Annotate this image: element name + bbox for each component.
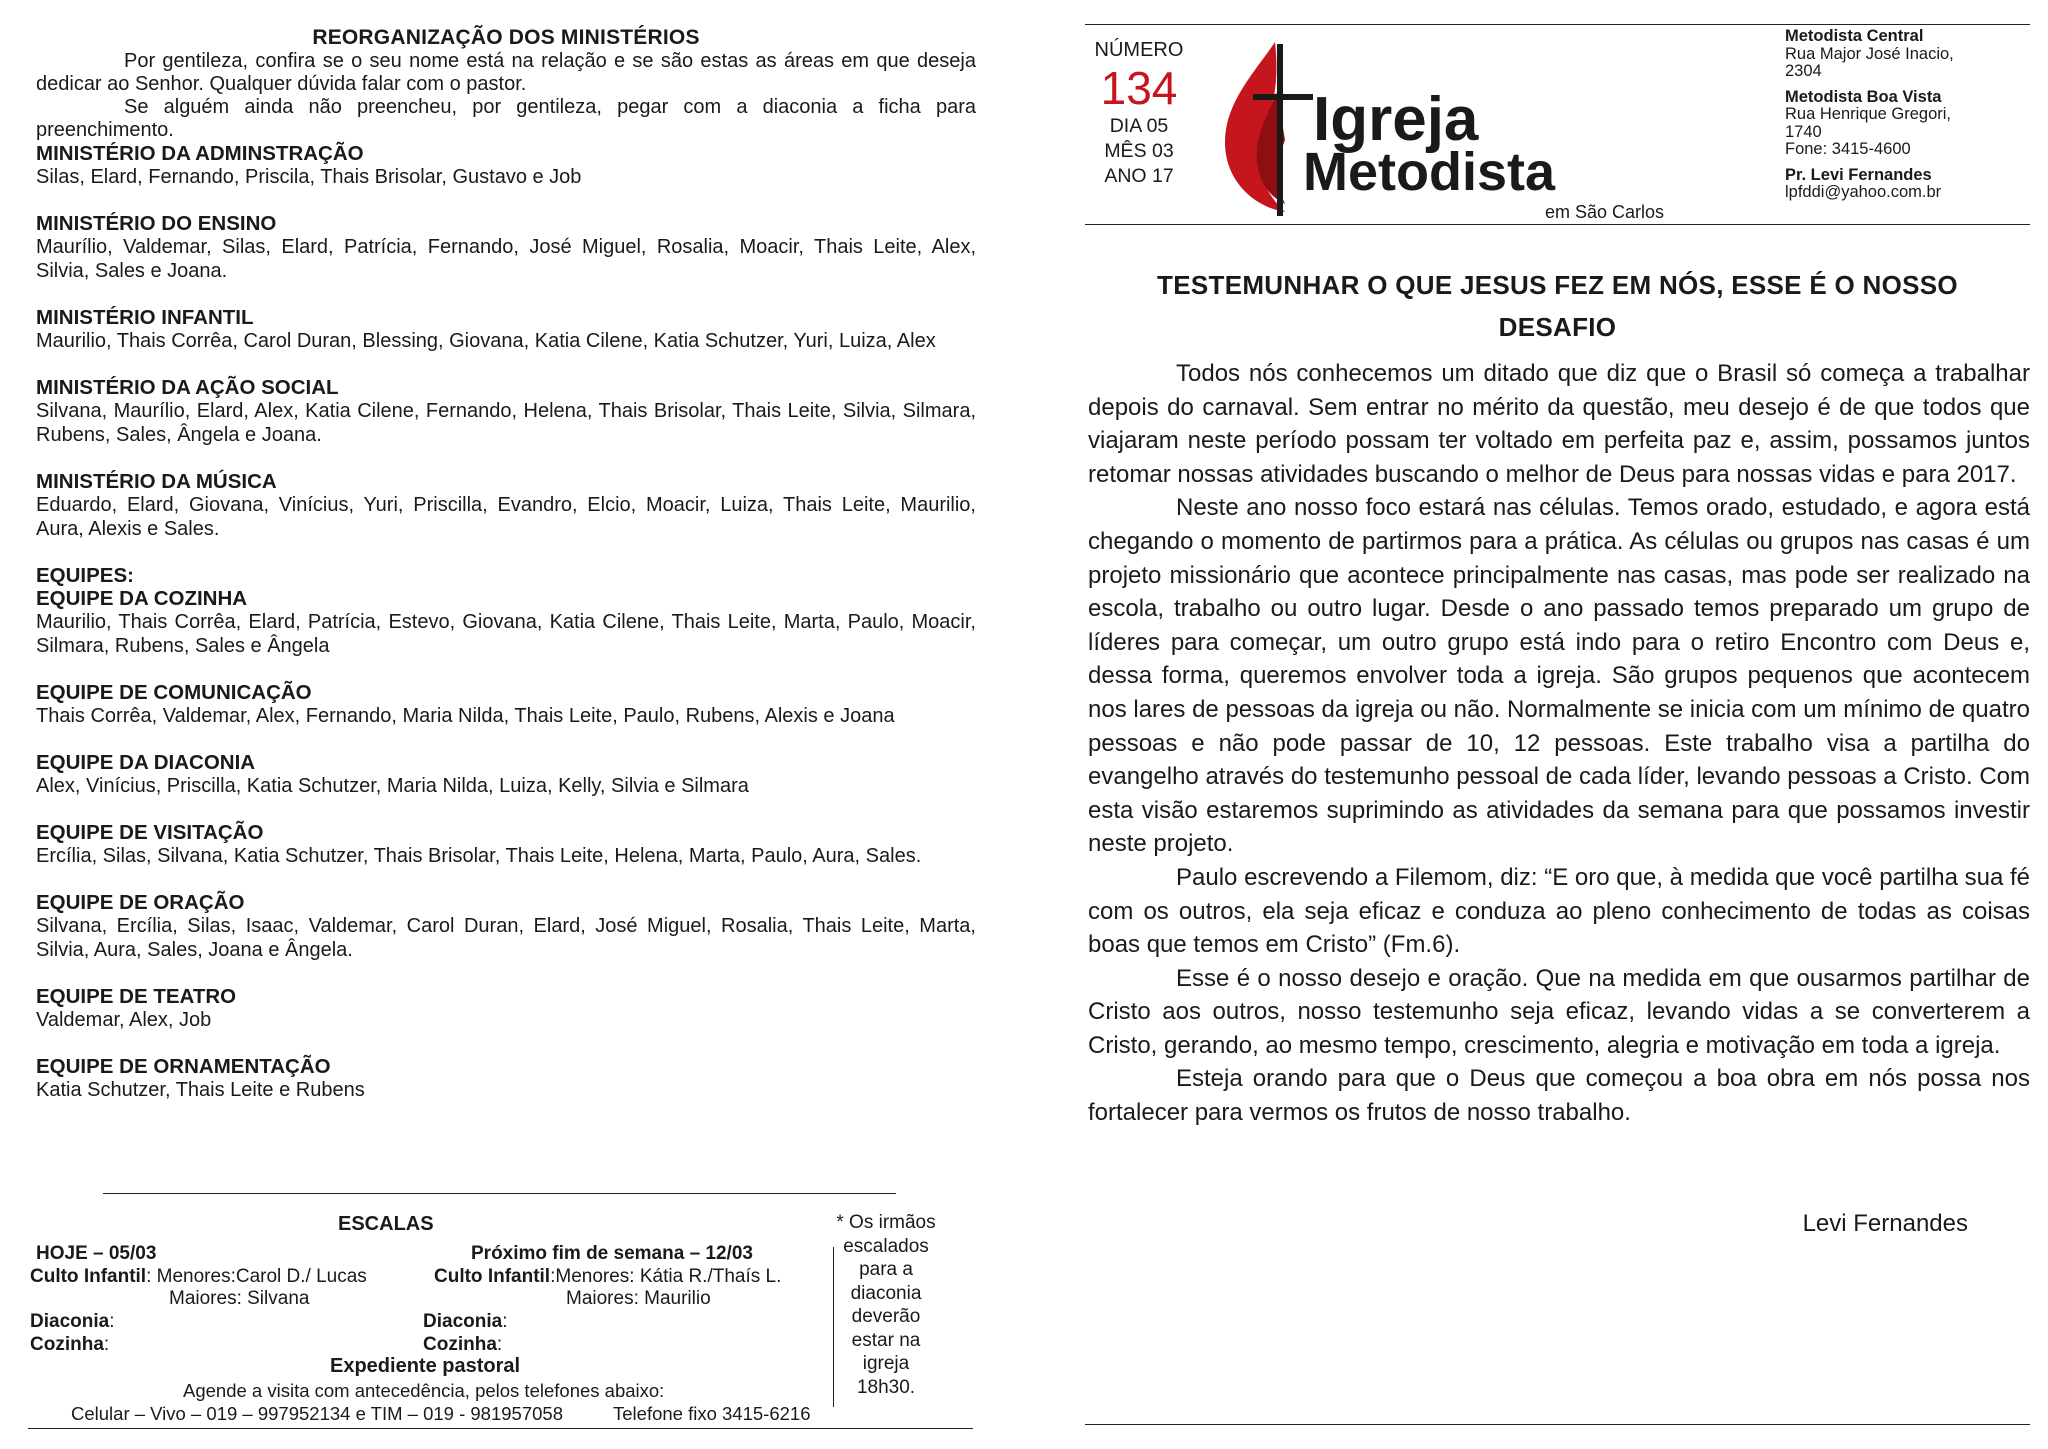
issue-year: ANO 17: [1104, 165, 1174, 187]
issue-info: [1089, 38, 1189, 189]
escalas-box: [28, 1193, 973, 1433]
section-heading: EQUIPE DE COMUNICAÇÃO: [36, 681, 312, 704]
today-maiores: Maiores: Silvana: [169, 1288, 310, 1309]
section-administracao: [36, 142, 976, 189]
central-address-number: 2304: [1785, 62, 1822, 80]
divider: [1085, 1424, 2030, 1425]
boavista-name: Metodista Boa Vista: [1785, 87, 1942, 106]
section-names: Eduardo, Elard, Giovana, Vinícius, Yuri, Priscilla, Evandro, Elcio, Moacir, Luiza, Thais Leite, Maurilio, Aura, Alexis e Sales.: [36, 494, 976, 540]
section-names: Silvana, Maurílio, Elard, Alex, Katia Cilene, Fernando, Helena, Thais Brisolar, Thais Leite, Silvia, Silmara, Rubens, Sales, Ângela e Joana.: [36, 400, 976, 446]
section-visitacao: [36, 821, 976, 868]
section-heading: MINISTÉRIO INFANTIL: [36, 306, 254, 329]
section-heading: MINISTÉRIO DO ENSINO: [36, 212, 277, 235]
fixo-text: Telefone fixo 3415-6216: [613, 1403, 811, 1424]
intro-paragraph: Por gentileza, confira se o seu nome está na relação e se são estas as áreas em que deseja dedicar ao Senhor. Qualquer dúvida falar com o pastor.: [36, 50, 976, 95]
section-names: Ercília, Silas, Silvana, Katia Schutzer, Thais Brisolar, Thais Leite, Helena, Marta, Paulo, Aura, Sales.: [36, 845, 922, 867]
article-body: [1088, 357, 2030, 1130]
divider: [833, 1247, 834, 1407]
today-cozinha: [30, 1334, 109, 1356]
boavista-address: Rua Henrique Gregori,: [1785, 105, 1951, 123]
article-title: [1085, 264, 2030, 348]
next-culto: [434, 1266, 781, 1288]
today-culto: [30, 1266, 367, 1288]
issue-month: MÊS 03: [1104, 140, 1174, 162]
central-name: Metodista Central: [1785, 27, 1924, 45]
section-ornamentacao: [36, 1055, 976, 1102]
section-heading: EQUIPES:: [36, 564, 134, 587]
cross-bar: [1253, 94, 1313, 100]
section-names: Maurilio, Thais Corrêa, Carol Duran, Blessing, Giovana, Katia Cilene, Katia Schutzer, Yuri, Luiza, Alex: [36, 330, 936, 352]
article-paragraph: Esse é o nosso desejo e oração. Que na medida em que ousarmos partilhar de Cristo aos outros, nosso testemunho seja eficaz, levando vidas a se converterem a Cristo, gerando, ao mesmo tempo, crescimento, alegria e motivação em toda a igreja.: [1088, 964, 2030, 1059]
church-logo: [1215, 32, 1665, 222]
section-comunicacao: [36, 681, 976, 728]
section-oracao: [36, 891, 976, 962]
escalas-note: * Os irmãos escalados para a diaconia deverão estar na igreja 18h30.: [836, 1212, 936, 1398]
phone: Fone: 3415-4600: [1785, 140, 1911, 158]
section-ensino: [36, 212, 976, 283]
article-paragraph: Paulo escrevendo a Filemom, diz: “E oro que, à medida que você partilha sua fé com os outros, ela seja eficaz e conduza ao pleno conhecimento de todas as coisas boas que temos em Cristo” (Fm.6).: [1088, 863, 2030, 959]
logo-line1: Igreja: [1313, 85, 1479, 154]
agende-text: Agende a visita com antecedência, pelos telefones abaixo:: [183, 1380, 665, 1401]
divider: [1085, 224, 2030, 225]
cozinha-label: Cozinha: [423, 1334, 497, 1355]
left-page: [36, 26, 976, 1102]
section-names: Maurílio, Valdemar, Silas, Elard, Patrícia, Fernando, José Miguel, Rosalia, Moacir, Thais Leite, Alex, Silvia, Sales e Joana.: [36, 236, 976, 282]
section-diaconia: [36, 751, 976, 798]
culto-menores: :Menores: Kátia R./Thaís L.: [550, 1266, 782, 1287]
next-heading: Próximo fim de semana – 12/03: [471, 1243, 753, 1264]
colon: :: [103, 1334, 110, 1355]
issue-number: 134: [1100, 62, 1178, 114]
next-cozinha: [423, 1334, 502, 1356]
colon: :: [502, 1311, 508, 1332]
section-equipes: [36, 564, 976, 587]
signature: Levi Fernandes: [1802, 1210, 1968, 1237]
section-names: Valdemar, Alex, Job: [36, 1009, 212, 1031]
page-title: REORGANIZAÇÃO DOS MINISTÉRIOS: [312, 26, 700, 49]
section-names: Thais Corrêa, Valdemar, Alex, Fernando, Maria Nilda, Thais Leite, Paulo, Rubens, Alexis e Joana: [36, 705, 895, 727]
section-heading: EQUIPE DA COZINHA: [36, 587, 248, 610]
today-heading: HOJE – 05/03: [36, 1243, 157, 1264]
divider: [103, 1193, 896, 1194]
expediente-pastoral: Expediente pastoral: [330, 1355, 521, 1377]
phones-text: Celular – Vivo – 019 – 997952134 e TIM – 019 - 981957058: [71, 1403, 563, 1424]
section-names: Silvana, Ercília, Silas, Isaac, Valdemar, Carol Duran, Elard, José Miguel, Rosalia, Thais Leite, Marta, Silvia, Aura, Sales, Joana e Ângela.: [36, 915, 976, 961]
section-infantil: [36, 306, 976, 353]
pastor-name: Pr. Levi Fernandes: [1785, 165, 1932, 184]
article-paragraph: Neste ano nosso foco estará nas células. Temos orado, estudado, e agora está chegando o momento de partirmos para a prática. As células ou grupos nas casas é um projeto missionário que acontece principalmente nas casas, mas pode ser realizado na escola, trabalho ou outro lugar. Desde o ano passado temos preparado um grupo de líderes para começar, um outro grupo está indo para o retiro Encontro com Deus e, dessa forma, queremos envolver toda a igreja. São grupos pequenos que acontecem nos lares de pessoas da igreja ou não. Normalmente se inicia com um mínimo de quatro pessoas e não pode passar de 10, 12 pessoas. Este trabalho visa a partilha do evangelho através do testemunho pessoal de cada líder, levando pessoas a Cristo. Com esta visão estaremos suprimindo as atividades da semana para que possamos investir neste projeto.: [1088, 494, 2030, 858]
culto-menores: : Menores:Carol D./ Lucas: [146, 1266, 367, 1287]
boavista-address-number: 1740: [1785, 122, 1822, 141]
section-names: Katia Schutzer, Thais Leite e Rubens: [36, 1079, 365, 1101]
divider: [28, 1428, 973, 1429]
intro-paragraph: Se alguém ainda não preencheu, por gentileza, pegar com a diaconia a ficha para preenchimento.: [36, 96, 976, 141]
issue-day: DIA 05: [1109, 115, 1169, 137]
section-heading: EQUIPE DE TEATRO: [36, 985, 237, 1008]
central-address: Rua Major José Inacio,: [1785, 44, 1954, 63]
pastor-email: lpfddi@yahoo.com.br: [1785, 183, 1942, 201]
diaconia-label: Diaconia: [30, 1311, 110, 1332]
section-acao-social: [36, 376, 976, 447]
section-heading: MINISTÉRIO DA MÚSICA: [36, 470, 277, 493]
logo-city: em São Carlos: [1545, 202, 1665, 222]
cross-icon: [1277, 44, 1283, 216]
section-names: Alex, Vinícius, Priscilla, Katia Schutzer, Maria Nilda, Luiza, Kelly, Silvia e Silmara: [36, 775, 749, 797]
section-names: Maurilio, Thais Corrêa, Elard, Patrícia, Estevo, Giovana, Katia Cilene, Thais Leite, Marta, Paulo, Moacir, Silmara, Rubens, Sales e Ângela: [36, 611, 976, 657]
next-diaconia: [423, 1311, 507, 1333]
section-heading: EQUIPE DE ORAÇÃO: [36, 891, 245, 914]
section-heading: MINISTÉRIO DA ADMINSTRAÇÃO: [36, 142, 364, 165]
section-musica: [36, 470, 976, 541]
escalas-title: ESCALAS: [338, 1213, 434, 1235]
today-diaconia: [30, 1311, 114, 1333]
section-heading: MINISTÉRIO DA AÇÃO SOCIAL: [36, 376, 339, 399]
section-heading: EQUIPE DE ORNAMENTAÇÃO: [36, 1055, 331, 1078]
article-title-line: DESAFIO: [1498, 312, 1617, 342]
contact-block: [1785, 28, 2030, 202]
colon: :: [109, 1311, 115, 1332]
culto-label: Culto Infantil: [434, 1266, 551, 1287]
issue-label: NÚMERO: [1094, 39, 1184, 61]
logo-line2: Metodista: [1303, 142, 1556, 202]
section-cozinha: [36, 587, 976, 658]
article-paragraph: Esteja orando para que o Deus que começou a boa obra em nós possa nos fortalecer para vermos os frutos de nosso trabalho.: [1088, 1065, 2030, 1127]
diaconia-label: Diaconia: [423, 1311, 503, 1332]
section-teatro: [36, 985, 976, 1032]
article-paragraph: Todos nós conhecemos um ditado que diz que o Brasil só começa a trabalhar depois do carnaval. Sem entrar no mérito da questão, meu desejo é de que todos que viajaram neste período possam ter voltado em perfeita paz e, assim, possamos juntos retomar nossas atividades buscando o melhor de Deus para nossas vidas e para 2017.: [1088, 360, 2030, 488]
divider: [1085, 24, 2030, 25]
section-names: Silas, Elard, Fernando, Priscila, Thais Brisolar, Gustavo e Job: [36, 166, 582, 188]
section-heading: EQUIPE DA DIACONIA: [36, 751, 256, 774]
cozinha-label: Cozinha: [30, 1334, 104, 1355]
next-maiores: Maiores: Maurilio: [566, 1288, 711, 1309]
section-heading: EQUIPE DE VISITAÇÃO: [36, 821, 264, 844]
culto-label: Culto Infantil: [30, 1266, 147, 1287]
colon: :: [496, 1334, 503, 1355]
article-title-line: TESTEMUNHAR O QUE JESUS FEZ EM NÓS, ESSE É O NOSSO: [1157, 270, 1958, 300]
